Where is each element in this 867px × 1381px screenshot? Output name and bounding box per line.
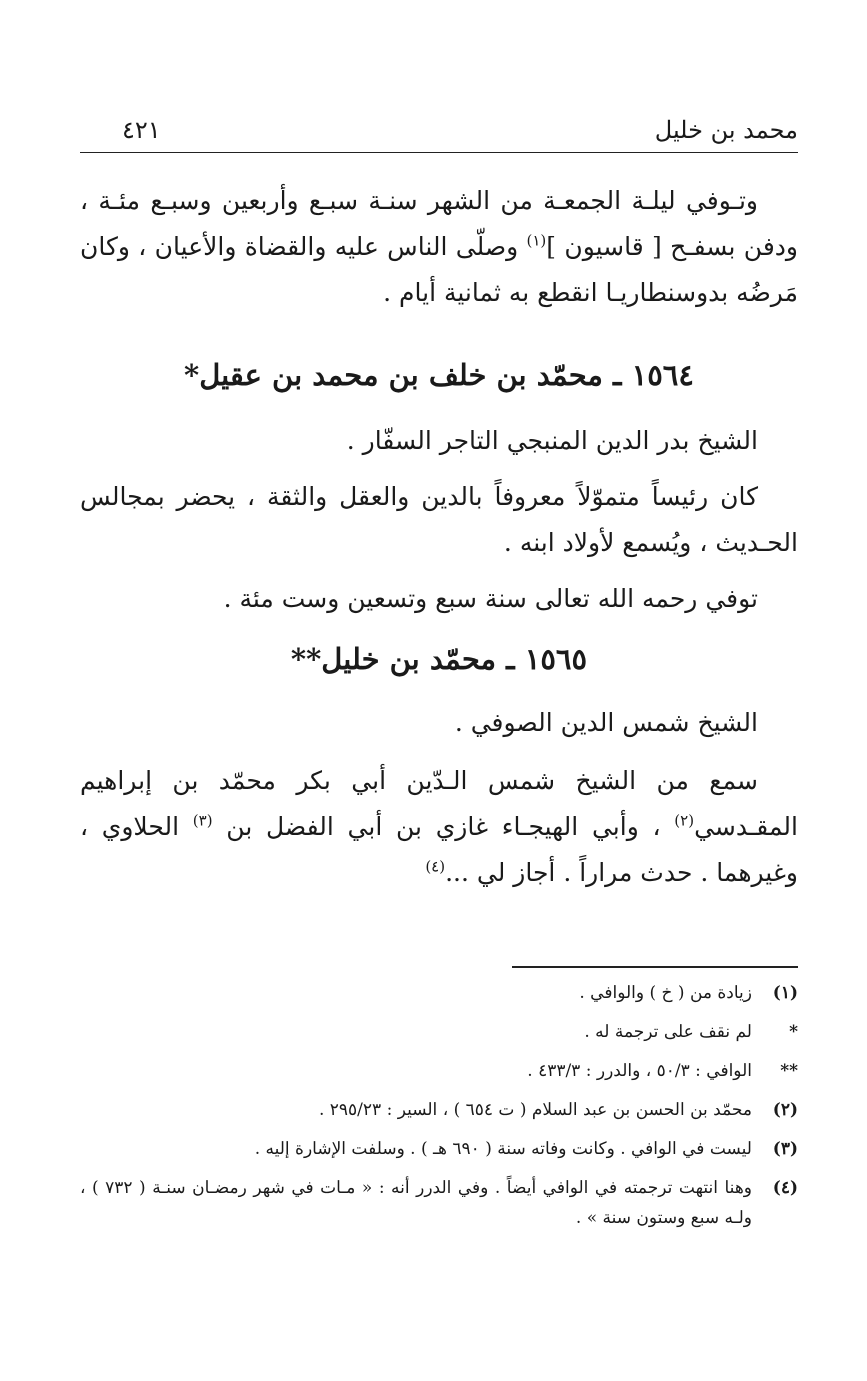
entry-1564-death: توفي رحمه الله تعالى سنة سبع وتسعين وست مئة .: [223, 584, 758, 613]
intro-paragraph: [80, 178, 798, 316]
footnote-marker: (١): [772, 983, 798, 1003]
footnote-item: [80, 1017, 798, 1047]
footnote-item: [80, 1095, 798, 1125]
entry-1565-text-a: سمع من الشيخ شمس الـدّين أبي بكر محمّد بن إبراهيم المقـدسي: [80, 766, 798, 841]
footnote-marker: **: [780, 1061, 798, 1081]
running-title: محمد بن خليل: [654, 116, 798, 144]
footnote-marker: *: [789, 1022, 798, 1042]
intro-line-2a: [ قاسيون ]: [546, 232, 662, 261]
entry-1564-title-line: الشيخ بدر الدين المنبجي التاجر السفّار .: [346, 426, 758, 455]
footnote-item: [80, 1056, 798, 1086]
footnote-ref-4[interactable]: (٤): [425, 857, 446, 876]
page-number: ٤٢١: [122, 116, 161, 144]
entry-1564-description: كان رئيساً متموّلاً معروفاً بالدين والعقل والثقة ، يحضر بمجالس الحـديث ، ويُسمع لأولاد ابنه .: [80, 482, 798, 557]
page-header: [80, 112, 798, 153]
entry-1565-description: [80, 758, 798, 896]
footnotes: [80, 978, 798, 1242]
entry-1565-text-b: ، وأبي الهيجـاء غازي بن أبي الفضل بن: [212, 812, 675, 841]
entry-heading-1565: ١٥٦٥ ـ محمّد بن خليل**: [290, 642, 588, 676]
entry-1565-title-line: الشيخ شمس الدين الصوفي .: [454, 708, 758, 737]
intro-line-3: به ثمانية أيام .: [383, 278, 530, 307]
entry-1565-text-c: الحلاوي ، وغيرهما . حدث مراراً . أجاز لي ...: [80, 812, 798, 887]
footnote-ref-3[interactable]: (٣): [192, 811, 213, 830]
footnote-separator: [512, 966, 798, 968]
footnote-text: محمّد بن الحسن بن عبد السلام ( ت ٦٥٤ ) ، السير : ٢٩٥/٢٣ .: [318, 1100, 752, 1120]
footnote-item: [80, 1134, 798, 1164]
footnote-ref-1[interactable]: (١): [526, 231, 547, 250]
intro-line-1: وتـوفي ليلـة الجمعـة من الشهر سنـة سبـع وأربعين وسبـع مئـة ، ودفن بسفـح: [80, 186, 798, 261]
footnote-text: وهنا انتهت ترجمته في الوافي أيضاً . وفي الدرر أنه : « مـات في شهر رمضـان سنـة ( ٧٣٢ ) ، ولـه سبع وستون سنة » .: [80, 1178, 752, 1228]
footnote-ref-2[interactable]: (٢): [674, 811, 695, 830]
footnote-marker: (٣): [772, 1139, 798, 1159]
footnote-text: زيادة من ( خ ) والوافي .: [579, 983, 752, 1003]
entry-heading-1564: ١٥٦٤ ـ محمّد بن خلف بن محمد بن عقيل*: [184, 358, 694, 392]
footnote-item: [80, 978, 798, 1008]
intro-text: [80, 178, 798, 316]
footnote-text: ليست في الوافي . وكانت وفاته سنة ( ٦٩٠ هـ ) . وسلفت الإشارة إليه .: [254, 1139, 752, 1159]
footnote-text: لم نقف على ترجمة له .: [584, 1022, 752, 1042]
intro-line-2b: وصلّى الناس عليه والقضاة والأعيان ، وكان مَرضُه بدوسنطاريـا انقطع: [80, 232, 798, 307]
footnote-marker: (٤): [772, 1178, 798, 1198]
footnote-item: [80, 1173, 798, 1233]
footnote-text: الوافي : ٥٠/٣ ، والدرر : ٤٣٣/٣ .: [527, 1061, 752, 1081]
entry-1564-body: [80, 418, 798, 622]
entry-1565-body: [80, 700, 798, 896]
footnote-marker: (٢): [772, 1100, 798, 1120]
